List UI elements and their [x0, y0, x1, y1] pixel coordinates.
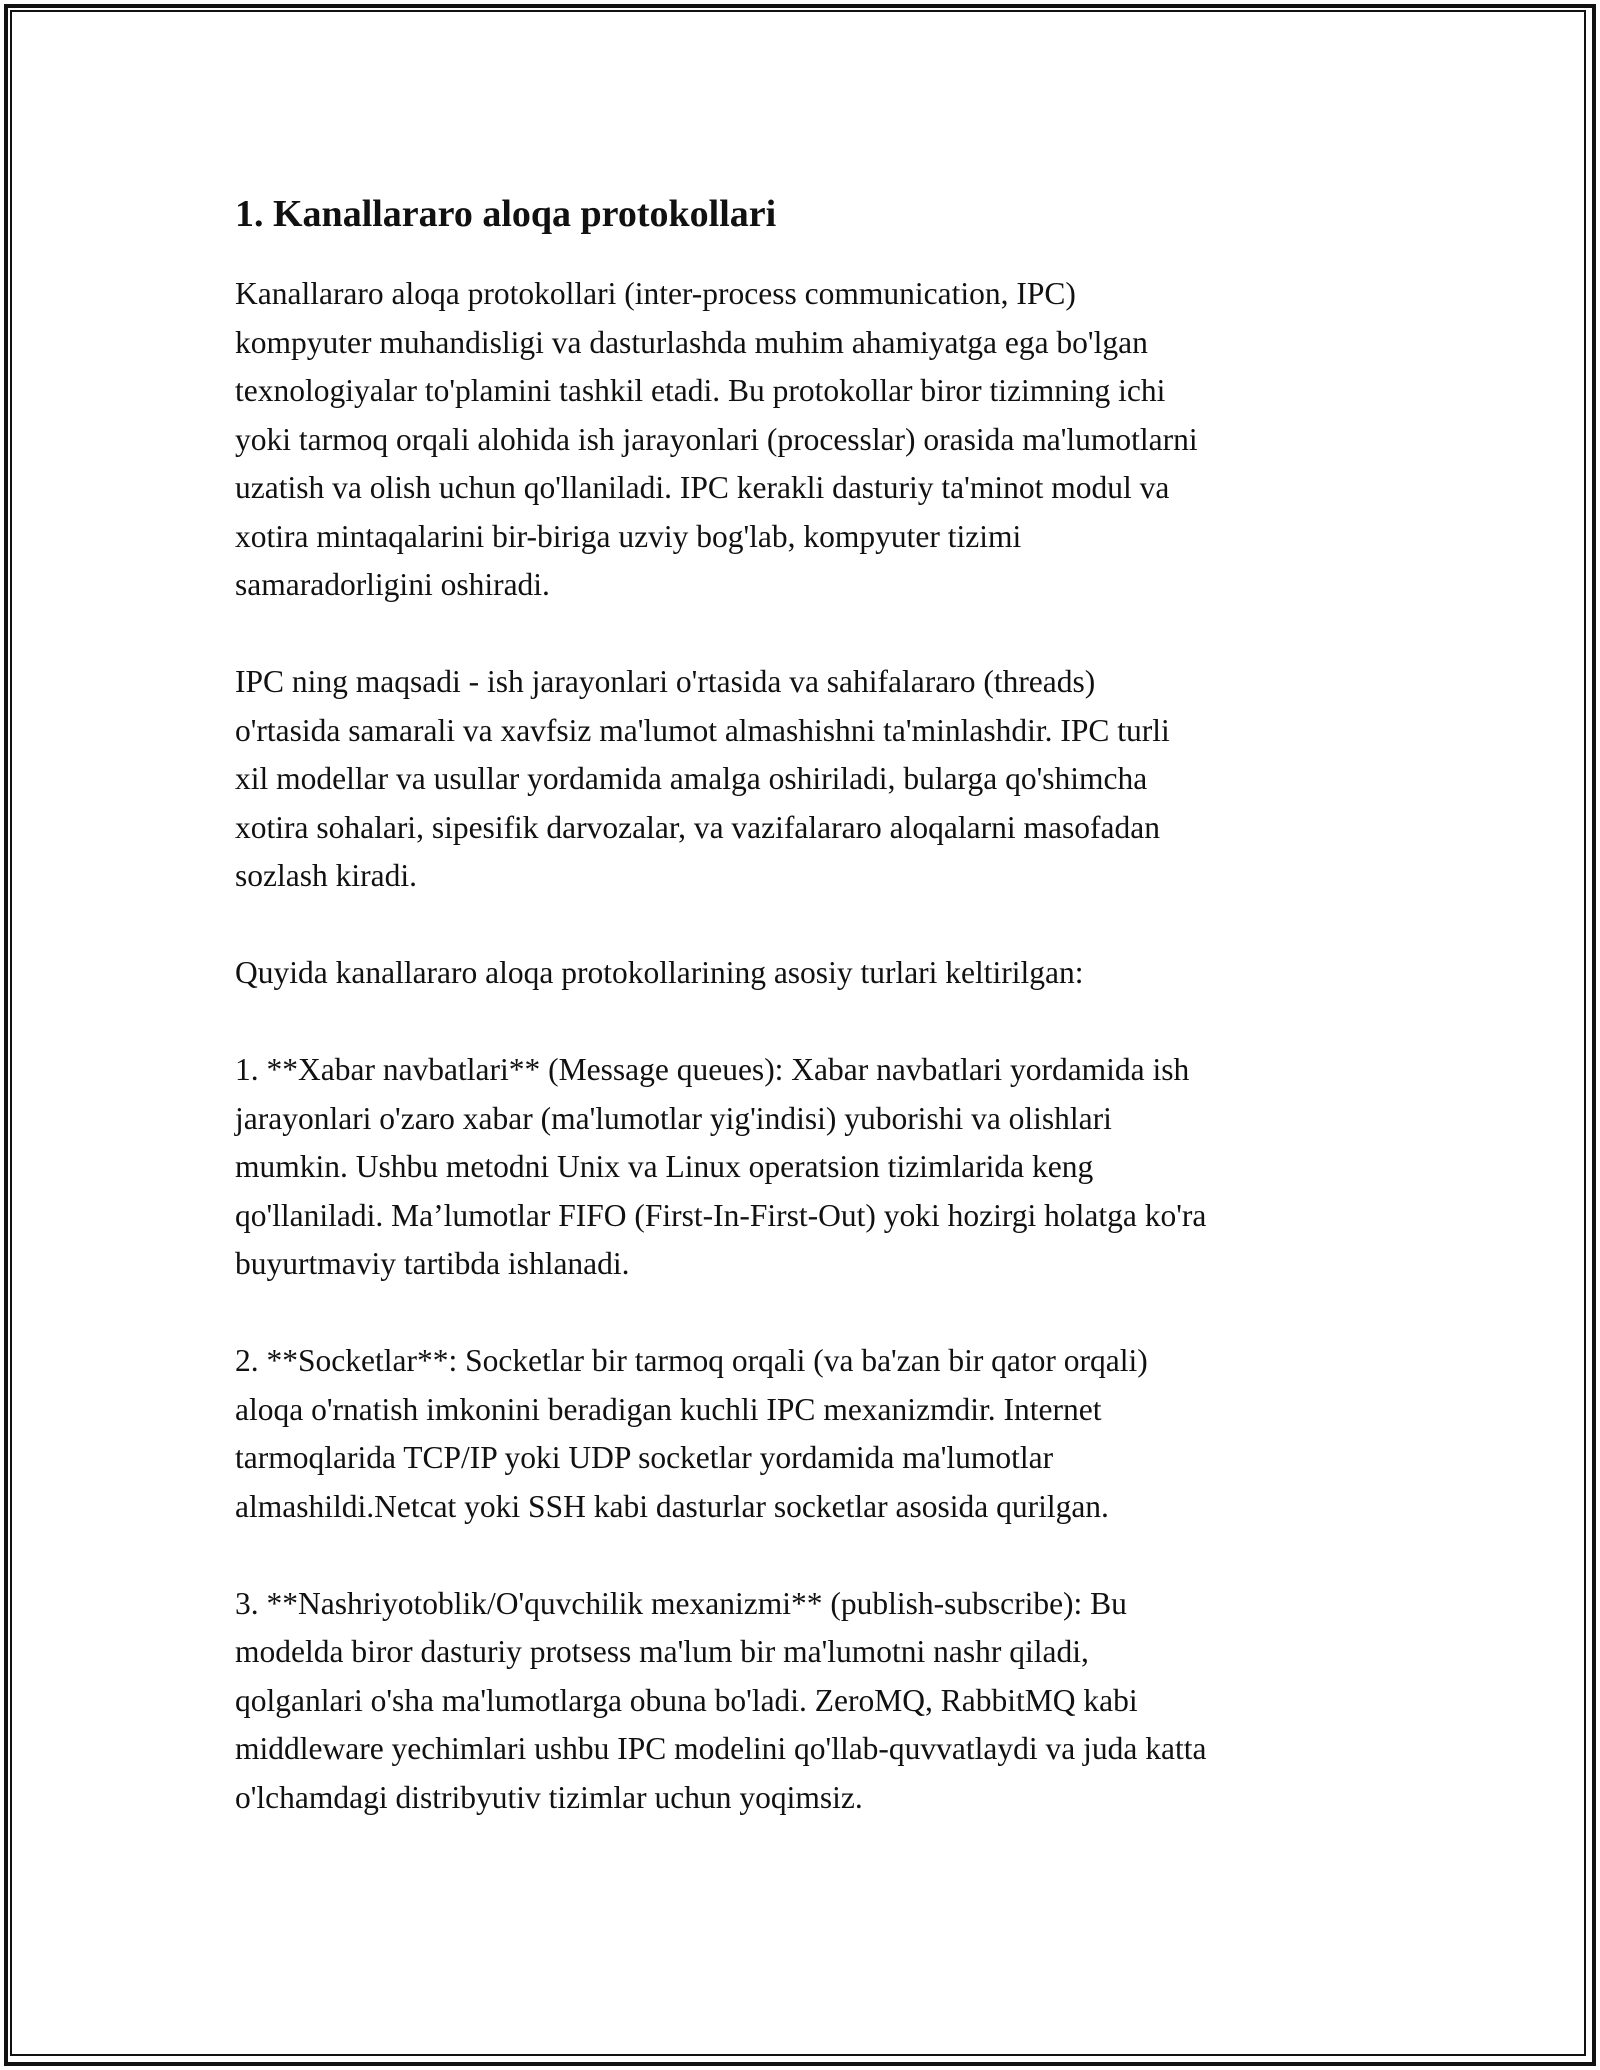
paragraph-gap	[235, 610, 1375, 659]
paragraph-intro: Kanallararo aloqa protokollari (inter-process communication, IPC) kompyuter muhandisligi va dasturlashda muhim ahamiyatga ega bo'lgan texnologiyalar to'plamini tashkil etadi. Bu protokollar biror tizimning ichi yoki tarmoq orqali alohida ish jarayonlari (processlar) orasida ma'lumotlarni uzatish va olish uchun qo'llaniladi. IPC kerakli dasturiy ta'minot modul va xotira mintaqalarini bir-biriga uzviy bog'lab, kompyuter tizimi samaradorligini oshiradi.	[235, 276, 1198, 602]
paragraph-gap	[235, 1289, 1375, 1338]
paragraph-types-intro: Quyida kanallararo aloqa protokollarining asosiy turlari keltirilgan:	[235, 955, 1084, 990]
paragraph-gap	[235, 998, 1375, 1047]
paragraph-purpose: IPC ning maqsadi - ish jarayonlari o'rtasida va sahifalararo (threads) o'rtasida samarali va xavfsiz ma'lumot almashishni ta'minlashdir. IPC turli xil modellar va usullar yordamida amalga oshiriladi, bularga qo'shimcha xotira sohalari, sipesifik darvozalar, va vazifalararo aloqalarni masofadan sozlash kiradi.	[235, 664, 1170, 893]
paragraph-gap	[235, 1531, 1375, 1580]
list-item-message-queues: 1. **Xabar navbatlari** (Message queues): Xabar navbatlari yordamida ish jarayonlari o'zaro xabar (ma'lumotlar yig'indisi) yuborishi va olishlari mumkin. Ushbu metodni Unix va Linux operatsion tizimlarida keng qo'llaniladi. Ma’lumotlar FIFO (First-In-First-Out) yoki hozirgi holatga ko'ra buyurtmaviy tartibda ishlanadi.	[235, 1052, 1207, 1281]
section-heading: 1. Kanallararo aloqa protokollari	[235, 193, 777, 235]
list-item-publish-subscribe: 3. **Nashriyotoblik/O'quvchilik mexanizmi** (publish-subscribe): Bu modelda biror dasturiy protsess ma'lum bir ma'lumotni nashr qiladi, qolganlari o'sha ma'lumotlarga obuna bo'ladi. ZeroMQ, RabbitMQ kabi middleware yechimlari ushbu IPC modelini qo'llab-quvvatlaydi va juda katta o'lchamdagi distribyutiv tizimlar uchun yoqimsiz.	[235, 1585, 1207, 1815]
paragraph-gap	[235, 901, 1375, 950]
document-body	[235, 186, 1375, 1822]
list-item-sockets: 2. **Socketlar**: Socketlar bir tarmoq orqali (va ba'zan bir qator orqali) aloqa o'rnatish imkonini beradigan kuchli IPC mexanizmdir. Internet tarmoqlarida TCP/IP yoki UDP socketlar yordamida ma'lumotlar almashildi.Netcat yoki SSH kabi dasturlar socketlar asosida qurilgan.	[235, 1343, 1148, 1524]
